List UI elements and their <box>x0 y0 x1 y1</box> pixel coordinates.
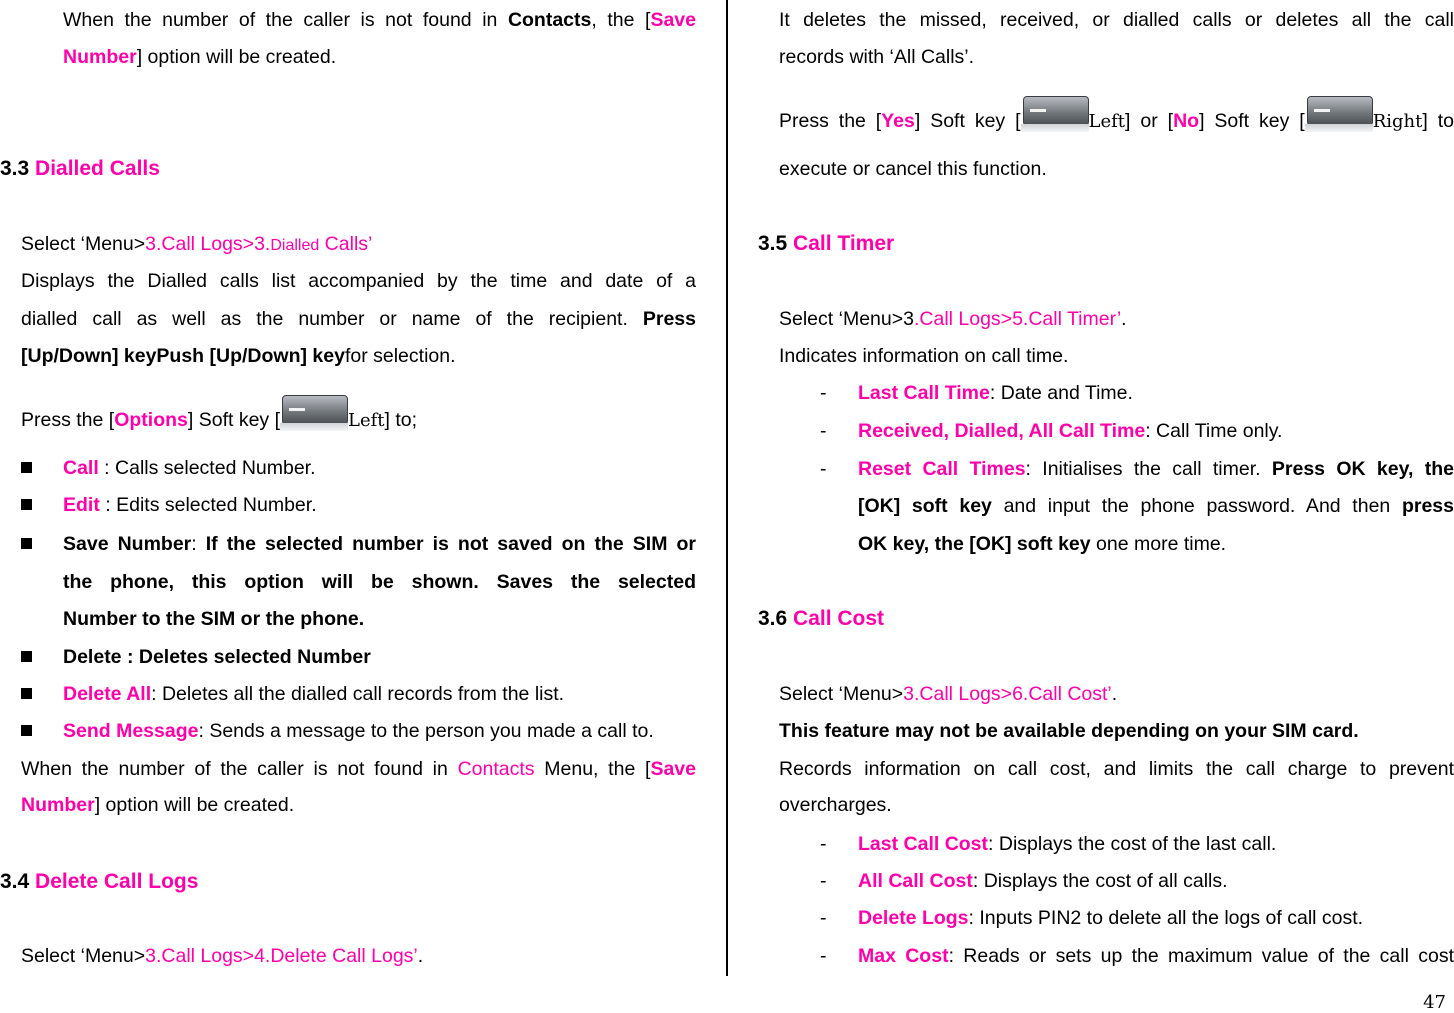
timer-reset-2: [OK] soft key and input the phone password. And then press <box>858 495 1454 517</box>
yes-no-line-1: Press the [Yes] Soft key [ Left] or [No] Soft key [ Right] to <box>779 109 1454 134</box>
cost-last-call-cost: Last Call Cost: Displays the cost of the last call. <box>858 833 1277 855</box>
section-3-3-heading: 3.3 Dialled Calls <box>0 157 160 180</box>
bullet-call: Call : Calls selected Number. <box>63 457 316 479</box>
s35-desc: Indicates information on call time. <box>779 345 1069 367</box>
dash-marker: - <box>820 945 827 967</box>
s33-desc-3: [Up/Down] keyPush [Up/Down] keyfor selection. <box>21 345 456 367</box>
cost-all-call-cost: All Call Cost: Displays the cost of all calls. <box>858 870 1228 892</box>
s36-menu-path: Select ‘Menu>3.Call Logs>6.Call Cost’. <box>779 683 1118 705</box>
bullet-icon <box>21 499 32 510</box>
s33-menu-path: Select ‘Menu>3.Call Logs>3.Dialled Calls’ <box>21 233 373 255</box>
intro-line-2: Number] option will be created. <box>63 46 337 68</box>
bullet-icon <box>21 462 32 473</box>
s33-desc-2: dialled call as well as the number or name of the recipient. Press <box>21 308 696 330</box>
dash-marker: - <box>820 420 827 442</box>
bullet-edit: Edit : Edits selected Number. <box>63 494 317 516</box>
intro-line-1: When the number of the caller is not found in Contacts, the [Save <box>63 9 696 31</box>
timer-last-call-time: Last Call Time: Date and Time. <box>858 382 1133 404</box>
s33-desc-1: Displays the Dialled calls list accompanied by the time and date of a <box>21 270 696 292</box>
s34-menu-path: Select ‘Menu>3.Call Logs>4.Delete Call Logs’. <box>21 945 424 967</box>
cost-delete-logs: Delete Logs: Inputs PIN2 to delete all the logs of call cost. <box>858 907 1364 929</box>
left-softkey-icon <box>280 393 348 433</box>
bullet-delete: Delete : Deletes selected Number <box>63 646 371 668</box>
s35-menu-path: Select ‘Menu>3.Call Logs>5.Call Timer’. <box>779 308 1127 330</box>
section-3-4-heading: 3.4 Delete Call Logs <box>0 870 199 893</box>
dash-marker: - <box>820 833 827 855</box>
s36-desc-2: overcharges. <box>779 794 892 816</box>
timer-reset-3: OK key, the [OK] soft key one more time. <box>858 533 1227 555</box>
note-line-2: Number] option will be created. <box>21 794 295 816</box>
bullet-icon <box>21 725 32 736</box>
left-softkey-icon <box>1021 94 1089 134</box>
bullet-save-number-1: Save Number: If the selected number is not saved on the SIM or <box>63 533 696 555</box>
timer-received-dialled-all: Received, Dialled, All Call Time: Call Time only. <box>858 420 1283 442</box>
bullet-send-message: Send Message: Sends a message to the person you made a call to. <box>63 720 654 742</box>
s33-options-line: Press the [Options] Soft key [ Left] to; <box>21 408 417 433</box>
timer-reset-1: Reset Call Times: Initialises the call timer. Press OK key, the <box>858 458 1454 480</box>
page-number: 47 <box>1423 992 1446 1013</box>
right-softkey-icon <box>1305 94 1373 134</box>
bullet-delete-all: Delete All: Deletes all the dialled call records from the list. <box>63 683 565 705</box>
bullet-icon <box>21 538 32 549</box>
cost-max-cost: Max Cost: Reads or sets up the maximum value of the call cost <box>858 945 1454 967</box>
column-divider <box>726 0 728 976</box>
bullet-icon <box>21 651 32 662</box>
delete-desc-2: records with ‘All Calls’. <box>779 46 975 68</box>
dash-marker: - <box>820 907 827 929</box>
note-line-1: When the number of the caller is not found in Contacts Menu, the [Save <box>21 758 696 780</box>
s36-sim-warning: This feature may not be available depending on your SIM card. <box>779 720 1359 742</box>
delete-desc-1: It deletes the missed, received, or dialled calls or deletes all the call <box>779 9 1454 31</box>
bullet-save-number-3: Number to the SIM or the phone. <box>63 608 365 630</box>
yes-no-line-2: execute or cancel this function. <box>779 158 1047 180</box>
dash-marker: - <box>820 382 827 404</box>
section-3-5-heading: 3.5 Call Timer <box>758 232 895 255</box>
dash-marker: - <box>820 458 827 480</box>
bullet-icon <box>21 688 32 699</box>
s36-desc-1: Records information on call cost, and limits the call charge to prevent <box>779 758 1454 780</box>
dash-marker: - <box>820 870 827 892</box>
bullet-save-number-2: the phone, this option will be shown. Saves the selected <box>63 571 696 593</box>
section-3-6-heading: 3.6 Call Cost <box>758 607 885 630</box>
